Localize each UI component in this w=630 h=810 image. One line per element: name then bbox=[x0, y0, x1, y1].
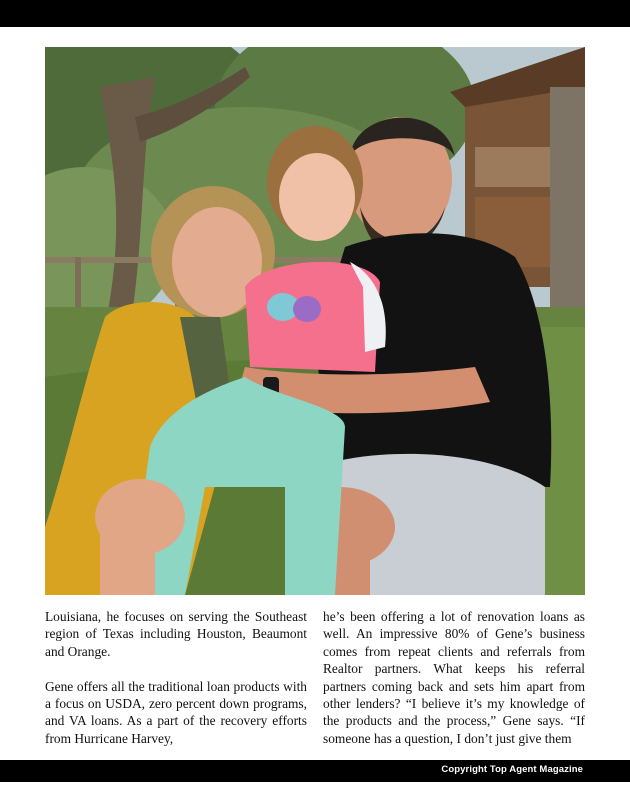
article-paragraph: Louisiana, he focuses on serving the Southeast region of Texas including Houston, Beaumont and Orange. bbox=[45, 609, 307, 659]
article-left-column bbox=[45, 608, 307, 765]
article-paragraph: he’s been offering a lot of renovation loans as well. An impressive 80% of Gene’s business comes from repeat clients and referrals from Realtor partners. What keeps his referral partners coming back and sets him apart from other lenders? “I believe it’s my knowledge of the products and the process,” Gene says. “If someone has a question, I don’t just give them bbox=[323, 609, 585, 746]
article-paragraph: Gene offers all the traditional loan products with a focus on USDA, zero percent down programs, and VA loans. As a part of the recovery efforts from Hurricane Harvey, bbox=[45, 678, 307, 746]
copyright-notice: Copyright Top Agent Magazine bbox=[441, 764, 583, 775]
top-black-bar bbox=[0, 0, 630, 27]
family-photo bbox=[45, 47, 585, 595]
article-right-column bbox=[323, 608, 585, 765]
footer-bar bbox=[0, 760, 630, 782]
